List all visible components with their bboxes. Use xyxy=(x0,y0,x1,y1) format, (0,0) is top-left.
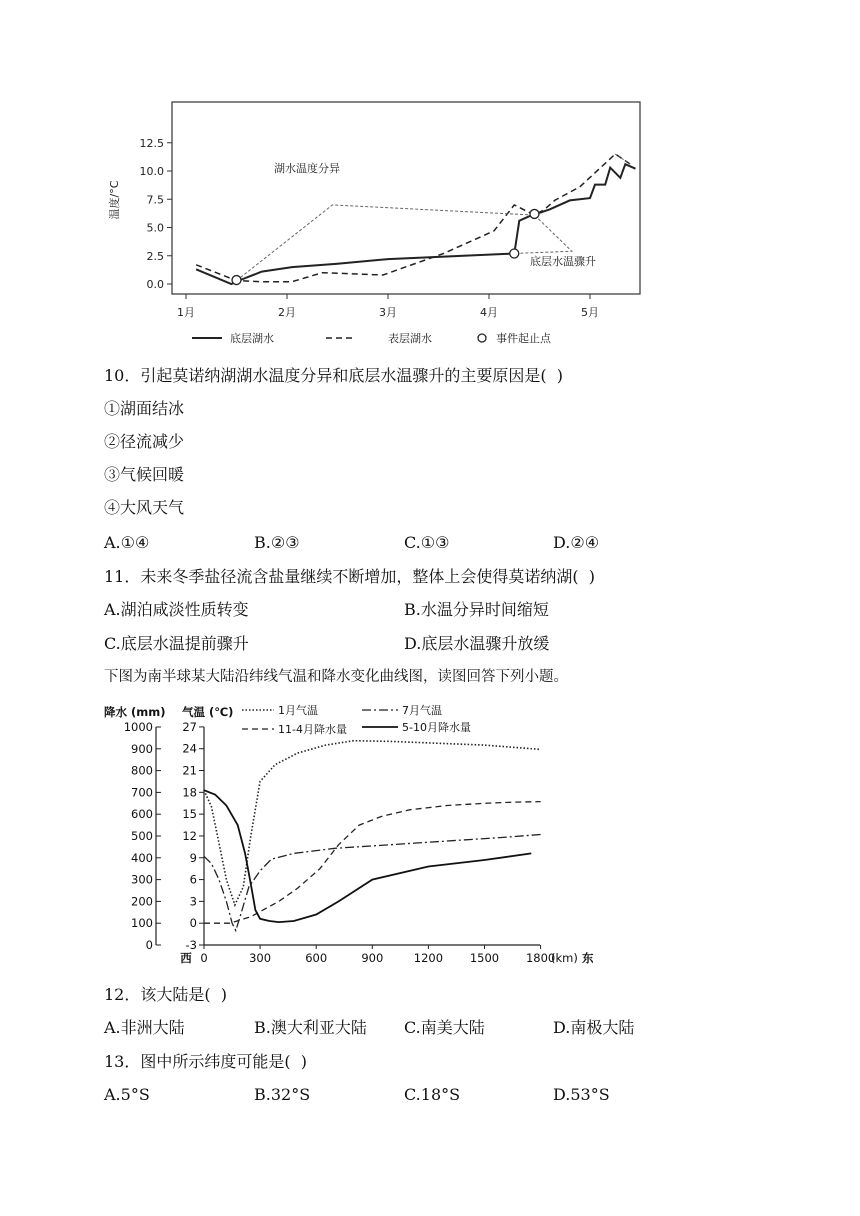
chart1-x-tick-label: 4月 xyxy=(480,306,498,319)
intro-text: 下图为南半球某大陆沿纬线气温和降水变化曲线图，读图回答下列小题。 xyxy=(104,669,568,685)
distance-tick-label: 1200 xyxy=(413,951,444,965)
question-12-option-d[interactable]: D.南极大陆 xyxy=(553,1018,635,1037)
event-point-marker xyxy=(232,276,241,285)
chart2-axes xyxy=(156,710,541,949)
question-12-option-a[interactable]: A.非洲大陆 xyxy=(104,1018,185,1037)
temp-tick-label: -3 xyxy=(185,938,197,952)
question-12-option-b[interactable]: B.澳大利亚大陆 xyxy=(254,1018,367,1037)
precip-tick-label: 600 xyxy=(131,807,153,822)
chart1-x-tick-label: 5月 xyxy=(581,306,599,319)
question-11-stem: 11．未来冬季盐径流含盐量继续不断增加，整体上会使得莫诺纳湖( ) xyxy=(104,567,596,586)
distance-tick-label: 900 xyxy=(361,951,384,965)
west-label: 西 xyxy=(180,951,192,965)
temp-tick-label: 27 xyxy=(182,719,197,734)
legend-jul-label: 7月气温 xyxy=(402,704,442,717)
distance-tick-label: 1500 xyxy=(469,951,500,965)
precip-axis-label: 降水 (mm) xyxy=(104,705,166,719)
may-oct-precipitation-line xyxy=(204,790,531,922)
distance-tick-label: 0 xyxy=(200,951,208,965)
question-13-option-d[interactable]: D.53°S xyxy=(553,1085,610,1104)
temp-axis-label: 气温 (℃) xyxy=(182,705,234,719)
temp-tick-label: 3 xyxy=(189,894,197,909)
surge-annotation-label: 底层水温骤升 xyxy=(530,255,596,268)
question-10-item-3: ③气候回暖 xyxy=(104,465,185,484)
chart1-y-tick-label: 5.0 xyxy=(146,221,164,235)
legend-surface-water-label: 表层湖水 xyxy=(388,332,432,345)
temp-tick-label: 12 xyxy=(182,828,197,843)
chart1-y-tick-label: 7.5 xyxy=(146,193,164,207)
temp-tick-label: 9 xyxy=(189,850,197,865)
precip-tick-label: 0 xyxy=(145,938,153,952)
temp-tick-label: 24 xyxy=(182,741,197,756)
question-12-option-c[interactable]: C.南美大陆 xyxy=(404,1018,485,1037)
question-13-option-b[interactable]: B.32°S xyxy=(254,1085,311,1104)
chart2-labels xyxy=(104,703,594,965)
question-10-item-2: ②径流减少 xyxy=(104,432,185,451)
chart1-y-tick-label: 0.0 xyxy=(146,278,164,291)
chart1-x-tick-label: 3月 xyxy=(379,306,397,319)
lake-temperature-chart xyxy=(100,96,660,356)
chart1-x-tick-label: 2月 xyxy=(278,306,296,319)
chart1-y-axis-label: 温度/°C xyxy=(108,180,121,220)
question-11-option-a[interactable]: A.湖泊咸淡性质转变 xyxy=(104,600,249,619)
legend-nov-apr-label: 11-4月降水量 xyxy=(278,723,347,736)
question-13-option-c[interactable]: C.18°S xyxy=(404,1085,461,1104)
temp-tick-label: 0 xyxy=(189,916,197,931)
question-10-item-1: ①湖面结冰 xyxy=(104,399,185,418)
precip-tick-label: 900 xyxy=(131,741,153,756)
legend-event-swatch xyxy=(478,334,486,342)
chart1-y-tick-label: 2.5 xyxy=(146,249,164,263)
question-10-option-b[interactable]: B.②③ xyxy=(254,533,300,552)
precip-tick-label: 500 xyxy=(131,829,153,843)
precip-tick-label: 200 xyxy=(131,894,153,909)
question-10-item-4: ④大风天气 xyxy=(104,498,185,517)
precip-tick-label: 100 xyxy=(131,916,153,931)
precip-tick-label: 800 xyxy=(131,763,153,778)
precip-tick-label: 300 xyxy=(131,872,153,887)
july-temperature-line xyxy=(204,835,541,931)
x-unit-label: (km) xyxy=(551,951,578,965)
question-11-option-c[interactable]: C.底层水温提前骤升 xyxy=(104,634,249,653)
chart1-y-tick-label: 10.0 xyxy=(139,165,164,178)
legend-event-label: 事件起止点 xyxy=(496,332,551,345)
divergence-annotation-label: 湖水温度分异 xyxy=(274,162,340,175)
climate-chart xyxy=(100,696,620,976)
question-10-stem: 10．引起莫诺纳湖湖水温度分异和底层水温骤升的主要原因是( ) xyxy=(104,366,564,385)
precip-tick-label: 400 xyxy=(131,850,153,865)
east-label: 东 xyxy=(582,951,594,965)
question-12-stem: 12．该大陆是( ) xyxy=(104,985,228,1004)
event-point-marker xyxy=(510,249,519,258)
temp-tick-label: 18 xyxy=(182,785,197,800)
question-13-stem: 13．图中所示纬度可能是( ) xyxy=(104,1052,308,1071)
question-11-option-d[interactable]: D.底层水温骤升放缓 xyxy=(404,634,550,653)
chart1-x-tick-label: 1月 xyxy=(177,306,195,319)
chart1-axes xyxy=(167,102,640,342)
distance-tick-label: 600 xyxy=(305,951,328,965)
distance-tick-label: 300 xyxy=(249,951,272,965)
question-10-option-a[interactable]: A.①④ xyxy=(104,533,150,552)
question-11-option-b[interactable]: B.水温分异时间缩短 xyxy=(404,600,549,619)
legend-bottom-water-label: 底层湖水 xyxy=(230,332,274,345)
event-point-marker xyxy=(530,209,539,218)
temp-tick-label: 15 xyxy=(182,807,197,822)
precip-tick-label: 1000 xyxy=(123,720,153,734)
divergence-annotation-outline xyxy=(237,205,572,281)
temp-tick-label: 21 xyxy=(182,763,197,778)
chart2-series xyxy=(204,741,541,931)
temp-tick-label: 6 xyxy=(189,872,197,887)
precip-tick-label: 700 xyxy=(131,785,153,800)
legend-may-oct-label: 5-10月降水量 xyxy=(402,721,471,734)
question-10-option-d[interactable]: D.②④ xyxy=(553,533,600,552)
chart1-labels xyxy=(107,137,599,345)
question-10-option-c[interactable]: C.①③ xyxy=(404,533,450,552)
chart1-y-tick-label: 12.5 xyxy=(139,136,164,150)
question-13-option-a[interactable]: A.5°S xyxy=(104,1085,150,1104)
distance-tick-label: 1800 xyxy=(525,951,556,965)
legend-jan-label: 1月气温 xyxy=(278,704,318,717)
